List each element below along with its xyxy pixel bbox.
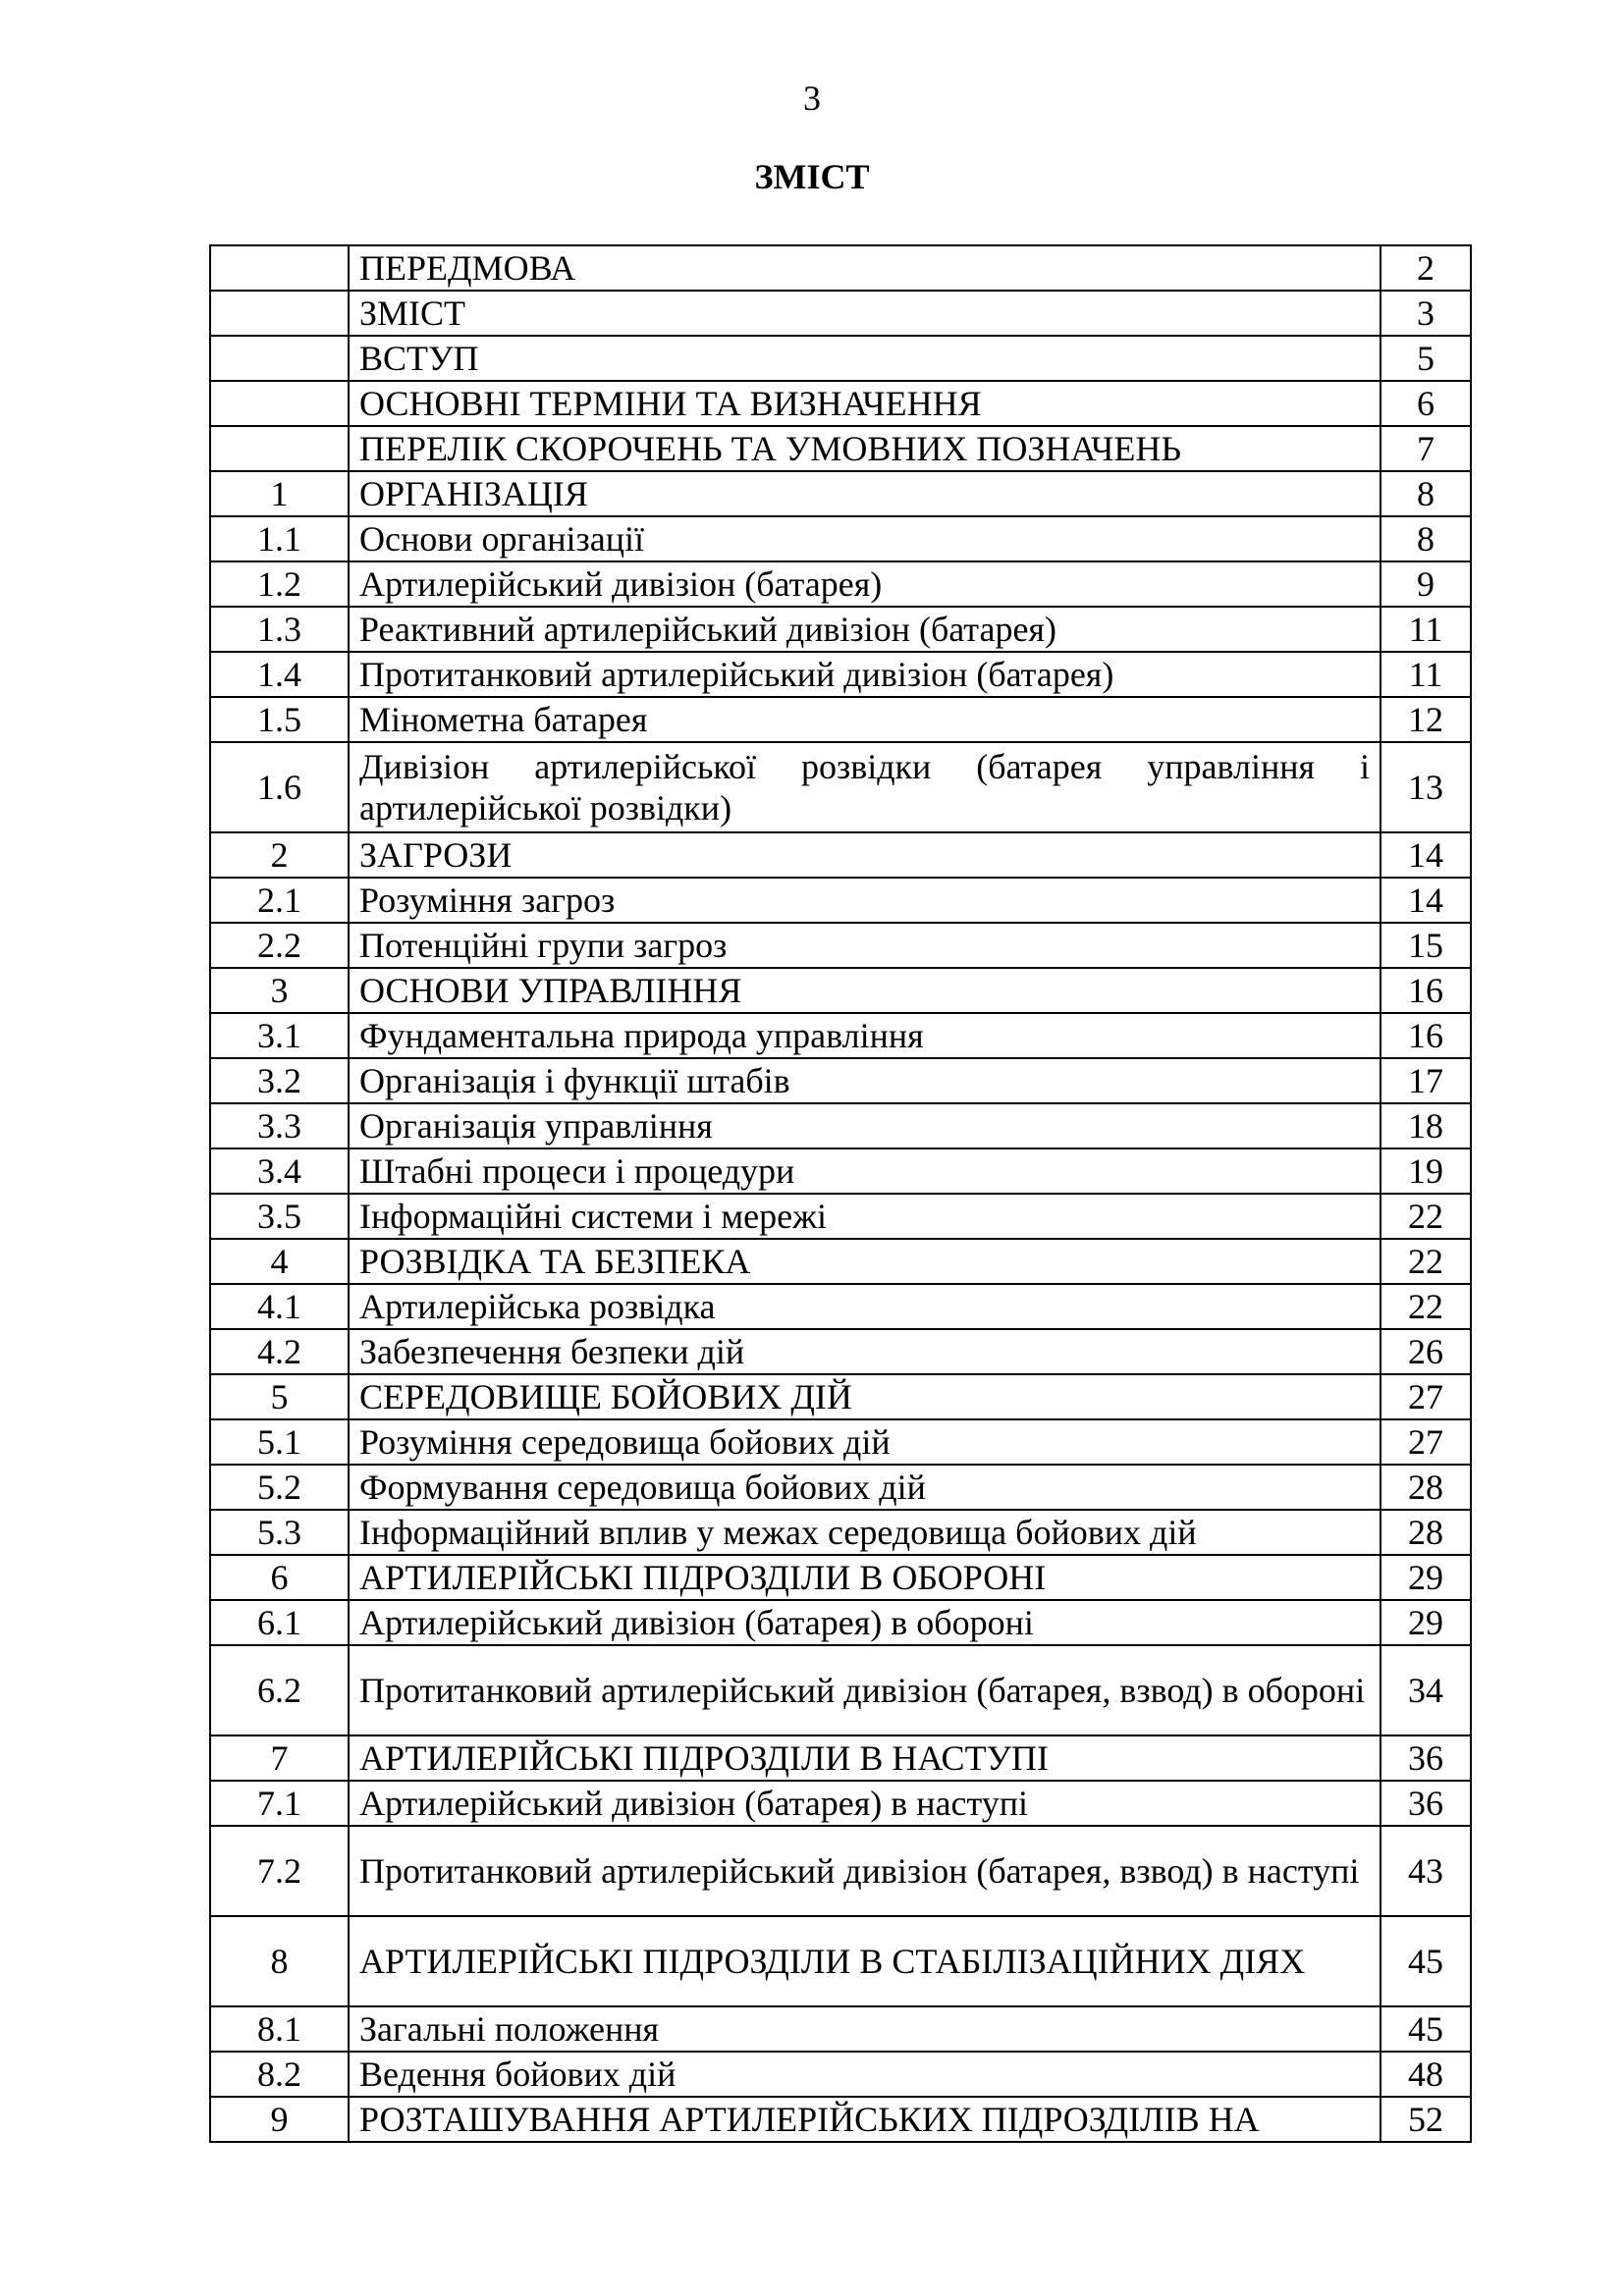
toc-section-number: 1.5: [210, 697, 349, 742]
toc-section-title: Артилерійський дивізіон (батарея) в обороні: [349, 1600, 1380, 1645]
toc-page-number: 12: [1380, 697, 1471, 742]
toc-section-number: 4.2: [210, 1329, 349, 1374]
toc-page-number: 15: [1380, 923, 1471, 968]
toc-section-number: [210, 426, 349, 471]
toc-section-title: Розуміння середовища бойових дій: [349, 1419, 1380, 1465]
toc-section-number: 5.1: [210, 1419, 349, 1465]
page-number: 3: [803, 79, 821, 118]
toc-page-number: 2: [1380, 245, 1471, 291]
toc-section-title: Потенційні групи загроз: [349, 923, 1380, 968]
toc-row: [210, 2006, 1471, 2052]
toc-section-number: 5: [210, 1374, 349, 1419]
toc-row: [210, 1148, 1471, 1194]
toc-section-number: 1.1: [210, 516, 349, 561]
toc-section-title: СЕРЕДОВИЩЕ БОЙОВИХ ДІЙ: [349, 1374, 1380, 1419]
toc-section-title: Протитанковий артилерійський дивізіон (батарея, взвод) в обороні: [349, 1645, 1380, 1735]
toc-section-number: 3.2: [210, 1058, 349, 1103]
toc-section-title: АРТИЛЕРІЙСЬКІ ПІДРОЗДІЛИ В СТАБІЛІЗАЦІЙНИХ ДІЯХ: [349, 1916, 1380, 2006]
toc-section-number: 2.1: [210, 878, 349, 923]
toc-section-number: 1.6: [210, 742, 349, 832]
toc-section-title: Дивізіон артилерійської розвідки (батарея управління і артилерійської розвідки): [349, 742, 1380, 832]
toc-page-number: 16: [1380, 1013, 1471, 1058]
toc-section-title: Розуміння загроз: [349, 878, 1380, 923]
toc-section-title: ПЕРЕДМОВА: [349, 245, 1380, 291]
toc-section-title: Ведення бойових дій: [349, 2052, 1380, 2097]
toc-section-title: Реактивний артилерійський дивізіон (батарея): [349, 607, 1380, 652]
toc-body: [210, 245, 1471, 2142]
toc-section-number: [210, 291, 349, 336]
toc-section-number: [210, 336, 349, 381]
page-title: ЗМІСТ: [754, 157, 870, 196]
toc-section-number: 8: [210, 1916, 349, 2006]
toc-page-number: 18: [1380, 1103, 1471, 1148]
toc-section-title: Формування середовища бойових дій: [349, 1465, 1380, 1510]
toc-section-title: Основи організації: [349, 516, 1380, 561]
toc-section-title: Артилерійський дивізіон (батарея) в наступі: [349, 1781, 1380, 1826]
toc-section-title: Протитанковий артилерійський дивізіон (батарея, взвод) в наступі: [349, 1826, 1380, 1916]
toc-section-title: ОСНОВНІ ТЕРМІНИ ТА ВИЗНАЧЕННЯ: [349, 381, 1380, 426]
toc-page-number: 14: [1380, 832, 1471, 878]
toc-section-title: РОЗТАШУВАННЯ АРТИЛЕРІЙСЬКИХ ПІДРОЗДІЛІВ НА: [349, 2097, 1380, 2142]
toc-section-number: 5.2: [210, 1465, 349, 1510]
toc-row: [210, 1781, 1471, 1826]
toc-section-number: 1.2: [210, 561, 349, 607]
toc-page-number: 6: [1380, 381, 1471, 426]
toc-page-number: 27: [1380, 1419, 1471, 1465]
toc-row: [210, 291, 1471, 336]
toc-row: [210, 381, 1471, 426]
toc-page-number: 16: [1380, 968, 1471, 1013]
toc-row: [210, 742, 1471, 832]
toc-row: [210, 923, 1471, 968]
toc-section-title: Організація і функції штабів: [349, 1058, 1380, 1103]
toc-page-number: 29: [1380, 1555, 1471, 1600]
toc-page-number: 29: [1380, 1600, 1471, 1645]
toc-page-number: 3: [1380, 291, 1471, 336]
toc-page-number: 48: [1380, 2052, 1471, 2097]
toc-section-number: 1: [210, 471, 349, 516]
toc-row: [210, 1555, 1471, 1600]
toc-page-number: 28: [1380, 1510, 1471, 1555]
toc-page-number: 27: [1380, 1374, 1471, 1419]
toc-section-number: 6.2: [210, 1645, 349, 1735]
toc-section-number: 2: [210, 832, 349, 878]
toc-row: [210, 245, 1471, 291]
toc-row: [210, 1826, 1471, 1916]
toc-section-number: 1.4: [210, 652, 349, 697]
toc-row: [210, 471, 1471, 516]
toc-section-title: ОРГАНІЗАЦІЯ: [349, 471, 1380, 516]
toc-row: [210, 1419, 1471, 1465]
toc-section-title: АРТИЛЕРІЙСЬКІ ПІДРОЗДІЛИ В НАСТУПІ: [349, 1735, 1380, 1781]
toc-section-title: Мінометна батарея: [349, 697, 1380, 742]
toc-section-title: ЗМІСТ: [349, 291, 1380, 336]
toc-page-number: 22: [1380, 1239, 1471, 1284]
toc-section-title: ВСТУП: [349, 336, 1380, 381]
toc-section-title: Протитанковий артилерійський дивізіон (батарея): [349, 652, 1380, 697]
toc-section-title: ЗАГРОЗИ: [349, 832, 1380, 878]
toc-section-title: Артилерійська розвідка: [349, 1284, 1380, 1329]
toc-row: [210, 697, 1471, 742]
toc-page-number: 36: [1380, 1781, 1471, 1826]
toc-page-number: 8: [1380, 516, 1471, 561]
toc-row: [210, 336, 1471, 381]
toc-section-title: ОСНОВИ УПРАВЛІННЯ: [349, 968, 1380, 1013]
toc-section-title: ПЕРЕЛІК СКОРОЧЕНЬ ТА УМОВНИХ ПОЗНАЧЕНЬ: [349, 426, 1380, 471]
toc-table: [209, 244, 1472, 2143]
toc-section-number: 9: [210, 2097, 349, 2142]
toc-page-number: 22: [1380, 1194, 1471, 1239]
toc-section-title: Артилерійський дивізіон (батарея): [349, 561, 1380, 607]
toc-row: [210, 1284, 1471, 1329]
toc-section-number: 3.4: [210, 1148, 349, 1194]
toc-page-number: 22: [1380, 1284, 1471, 1329]
toc-section-title: Організація управління: [349, 1103, 1380, 1148]
toc-section-number: [210, 245, 349, 291]
toc-page-number: 11: [1380, 652, 1471, 697]
toc-page-number: 9: [1380, 561, 1471, 607]
toc-row: [210, 1103, 1471, 1148]
toc-row: [210, 1013, 1471, 1058]
toc-section-number: [210, 381, 349, 426]
toc-section-number: 6.1: [210, 1600, 349, 1645]
toc-page-number: 11: [1380, 607, 1471, 652]
toc-row: [210, 1645, 1471, 1735]
toc-section-title: РОЗВІДКА ТА БЕЗПЕКА: [349, 1239, 1380, 1284]
toc-page-number: 14: [1380, 878, 1471, 923]
toc-row: [210, 832, 1471, 878]
toc-row: [210, 516, 1471, 561]
toc-section-number: 8.2: [210, 2052, 349, 2097]
toc-section-title: Фундаментальна природа управління: [349, 1013, 1380, 1058]
toc-row: [210, 607, 1471, 652]
toc-row: [210, 2052, 1471, 2097]
toc-section-number: 3: [210, 968, 349, 1013]
toc-section-title: Інформаційні системи і мережі: [349, 1194, 1380, 1239]
toc-section-number: 4: [210, 1239, 349, 1284]
toc-section-title: Загальні положення: [349, 2006, 1380, 2052]
toc-row: [210, 1194, 1471, 1239]
toc-page-number: 43: [1380, 1826, 1471, 1916]
toc-row: [210, 1735, 1471, 1781]
toc-page-number: 19: [1380, 1148, 1471, 1194]
toc-row: [210, 878, 1471, 923]
toc-page-number: 45: [1380, 1916, 1471, 2006]
toc-row: [210, 426, 1471, 471]
toc-section-number: 8.1: [210, 2006, 349, 2052]
toc-row: [210, 1465, 1471, 1510]
toc-page-number: 5: [1380, 336, 1471, 381]
toc-row: [210, 1058, 1471, 1103]
toc-section-number: 1.3: [210, 607, 349, 652]
toc-section-number: 4.1: [210, 1284, 349, 1329]
toc-section-title: АРТИЛЕРІЙСЬКІ ПІДРОЗДІЛИ В ОБОРОНІ: [349, 1555, 1380, 1600]
toc-section-number: 6: [210, 1555, 349, 1600]
toc-page-number: 45: [1380, 2006, 1471, 2052]
toc-row: [210, 1329, 1471, 1374]
toc-row: [210, 968, 1471, 1013]
toc-section-title: Штабні процеси і процедури: [349, 1148, 1380, 1194]
toc-section-number: 5.3: [210, 1510, 349, 1555]
toc-section-number: 3.3: [210, 1103, 349, 1148]
toc-section-number: 7.1: [210, 1781, 349, 1826]
toc-page-number: 13: [1380, 742, 1471, 832]
toc-row: [210, 2097, 1471, 2142]
toc-page-number: 36: [1380, 1735, 1471, 1781]
toc-section-title: Забезпечення безпеки дій: [349, 1329, 1380, 1374]
toc-row: [210, 561, 1471, 607]
toc-page-number: 34: [1380, 1645, 1471, 1735]
toc-row: [210, 1916, 1471, 2006]
toc-row: [210, 1510, 1471, 1555]
toc-row: [210, 1600, 1471, 1645]
toc-page-number: 28: [1380, 1465, 1471, 1510]
toc-row: [210, 652, 1471, 697]
toc-page-number: 7: [1380, 426, 1471, 471]
toc-section-number: 3.5: [210, 1194, 349, 1239]
toc-section-number: 2.2: [210, 923, 349, 968]
toc-section-number: 7: [210, 1735, 349, 1781]
toc-row: [210, 1239, 1471, 1284]
toc-page-number: 8: [1380, 471, 1471, 516]
toc-section-number: 3.1: [210, 1013, 349, 1058]
toc-page-number: 17: [1380, 1058, 1471, 1103]
toc-page-number: 26: [1380, 1329, 1471, 1374]
toc-row: [210, 1374, 1471, 1419]
toc-section-title: Інформаційний вплив у межах середовища бойових дій: [349, 1510, 1380, 1555]
toc-section-number: 7.2: [210, 1826, 349, 1916]
toc-page-number: 52: [1380, 2097, 1471, 2142]
